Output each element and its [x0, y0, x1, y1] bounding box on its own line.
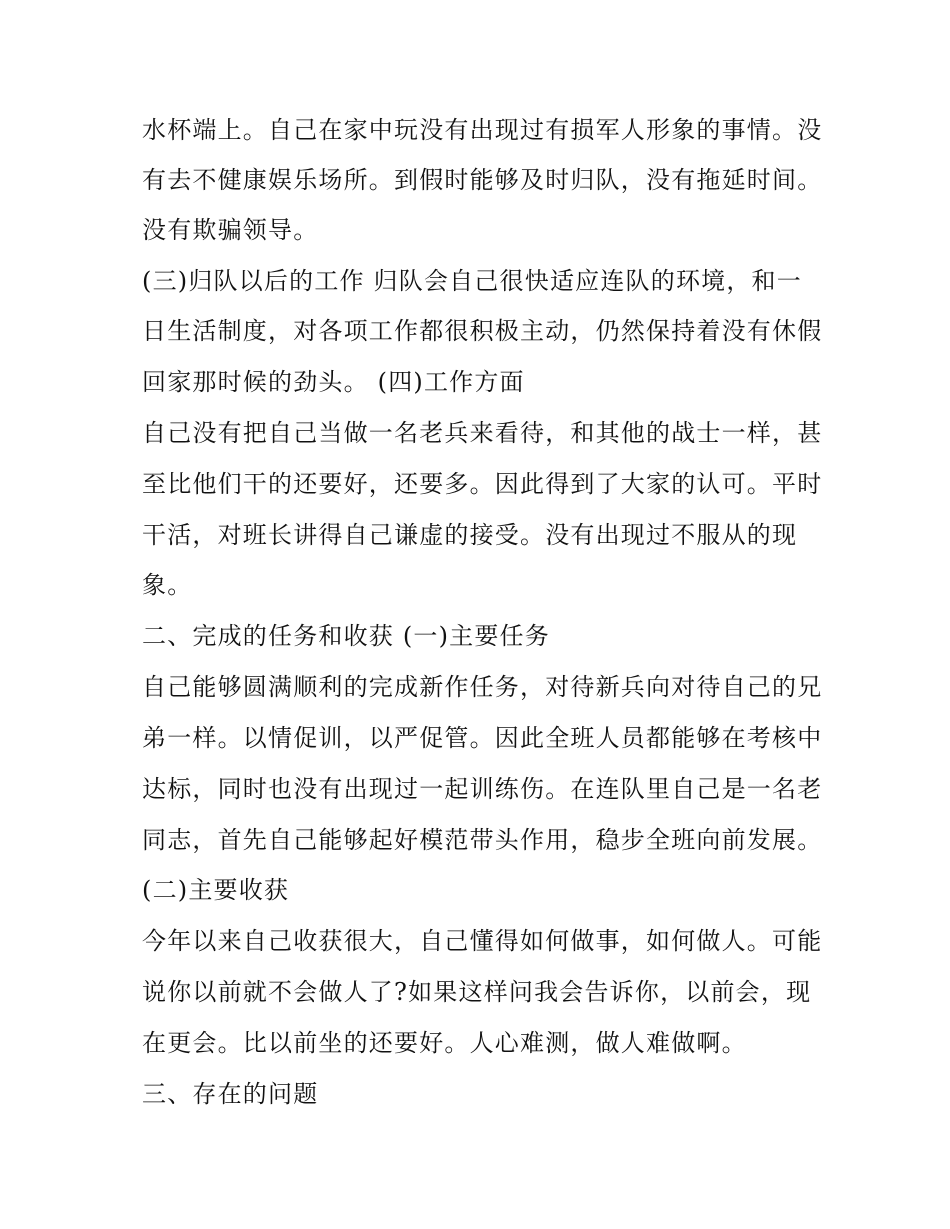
text-line: 在更会。比以前坐的还要好。人心难测，做人难做啊。: [142, 1029, 747, 1057]
text-line: 没有欺骗领导。: [142, 216, 319, 244]
text-line: 至比他们干的还要好，还要多。因此得到了大家的认可。平时: [142, 470, 823, 498]
section-heading-3-problems: 三、存在的问题: [142, 1080, 319, 1108]
text-line: 自己能够圆满顺利的完成新作任务，对待新兵向对待自己的兄: [142, 673, 823, 701]
text-line: 说你以前就不会做人了?如果这样问我会告诉你，以前会，现: [142, 978, 812, 1006]
text-line: 干活，对班长讲得自己谦虚的接受。没有出现过不服从的现: [142, 521, 798, 549]
text-line: 水杯端上。自己在家中玩没有出现过有损军人形象的事情。没: [142, 116, 823, 144]
text-line: 回家那时候的劲头。 (四)工作方面: [142, 368, 525, 396]
text-line: 达标，同时也没有出现过一起训练伤。在连队里自己是一名老: [142, 775, 823, 803]
text-line: 同志，首先自己能够起好模范带头作用，稳步全班向前发展。: [142, 826, 823, 854]
section-heading-2: 二、完成的任务和收获 (一)主要任务: [142, 622, 550, 650]
subsection-heading: (二)主要收获: [142, 876, 290, 904]
text-line: 有去不健康娱乐场所。到假时能够及时归队，没有拖延时间。: [142, 166, 823, 194]
text-line: 今年以来自己收获很大，自己懂得如何做事，如何做人。可能: [142, 927, 823, 955]
text-line: 弟一样。以情促训，以严促管。因此全班人员都能够在考核中: [142, 724, 823, 752]
text-line: 象。: [142, 571, 193, 599]
section-heading-3: (三)归队以后的工作 归队会自己很快适应连队的环境，和一: [142, 267, 802, 295]
text-line: 自己没有把自己当做一名老兵来看待，和其他的战士一样，甚: [142, 419, 823, 447]
text-line: 日生活制度，对各项工作都很积极主动，仍然保持着没有休假: [142, 317, 823, 345]
